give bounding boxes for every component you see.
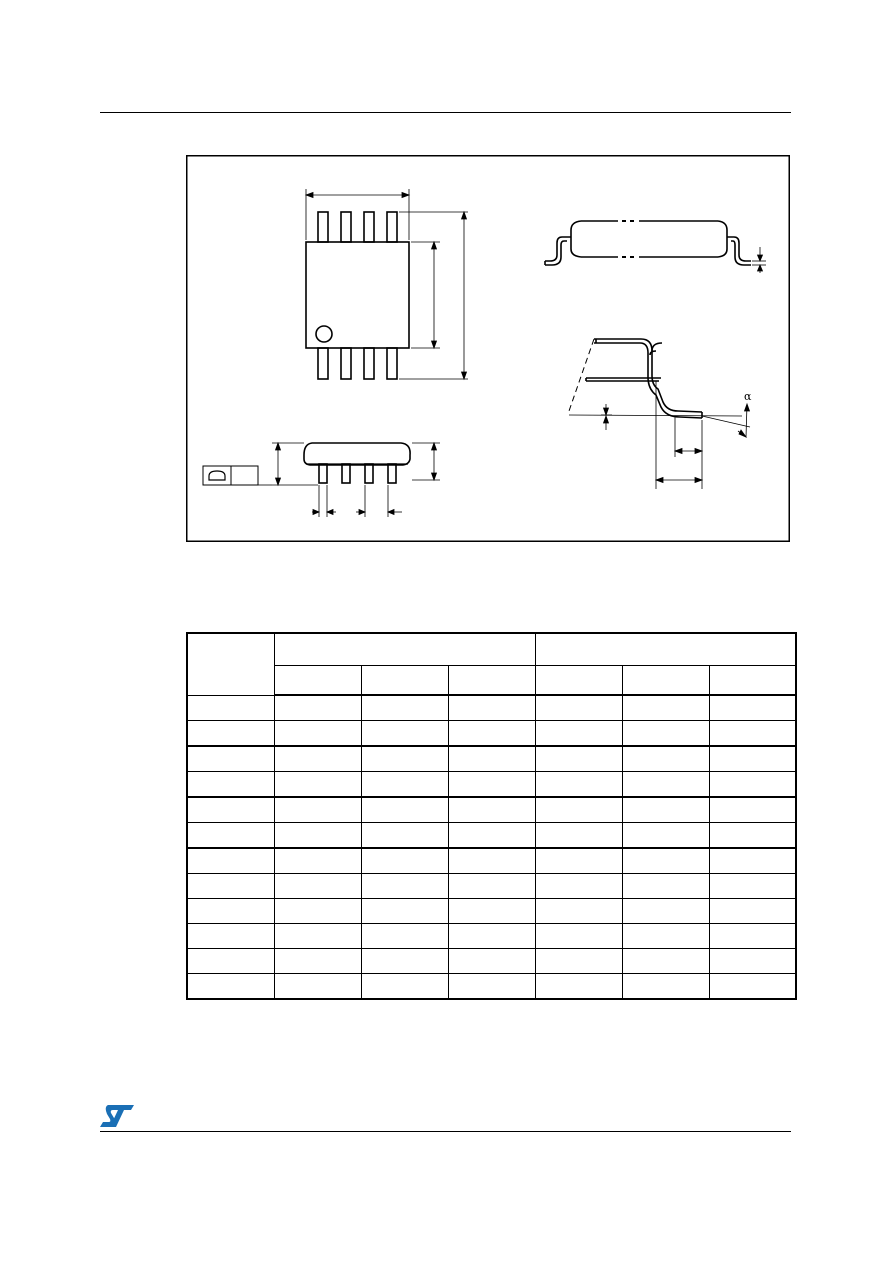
table-row <box>187 974 796 1000</box>
lead-detail <box>586 339 702 418</box>
st-logo-icon <box>100 1105 134 1132</box>
footer-rule <box>100 1131 791 1132</box>
mm-typ-header <box>361 666 448 696</box>
table-row <box>187 695 796 721</box>
inch-max-header <box>709 666 796 696</box>
inch-typ-header <box>622 666 709 696</box>
table-row <box>187 721 796 747</box>
dimensions-table <box>186 632 797 1000</box>
lead-detail-dimensions <box>569 381 750 489</box>
table-row <box>187 924 796 949</box>
mm-group-header <box>274 633 535 666</box>
alpha-angle-label: α <box>744 390 752 403</box>
mm-min-header <box>274 666 361 696</box>
package-outline-drawing <box>186 155 790 542</box>
dim-header-cell <box>187 633 274 695</box>
side-view-dimensions <box>258 443 440 517</box>
top-view <box>306 212 409 379</box>
table-row <box>187 949 796 974</box>
coplanarity-symbol <box>203 466 258 485</box>
mm-max-header <box>448 666 535 696</box>
table-row <box>187 772 796 798</box>
table-row <box>187 874 796 899</box>
table-row <box>187 746 796 772</box>
inch-group-header <box>535 633 796 666</box>
side-view <box>304 443 410 483</box>
table-row <box>187 899 796 924</box>
end-view-dimensions <box>752 247 766 273</box>
table-header-row <box>187 633 796 666</box>
table-row <box>187 848 796 874</box>
end-view-break <box>622 220 634 258</box>
table-row <box>187 797 796 823</box>
table-row <box>187 823 796 849</box>
header-rule <box>100 112 791 113</box>
end-view <box>545 221 751 265</box>
inch-min-header <box>535 666 622 696</box>
lead-detail-dashed <box>569 339 594 411</box>
table-subheader-row <box>187 666 796 696</box>
